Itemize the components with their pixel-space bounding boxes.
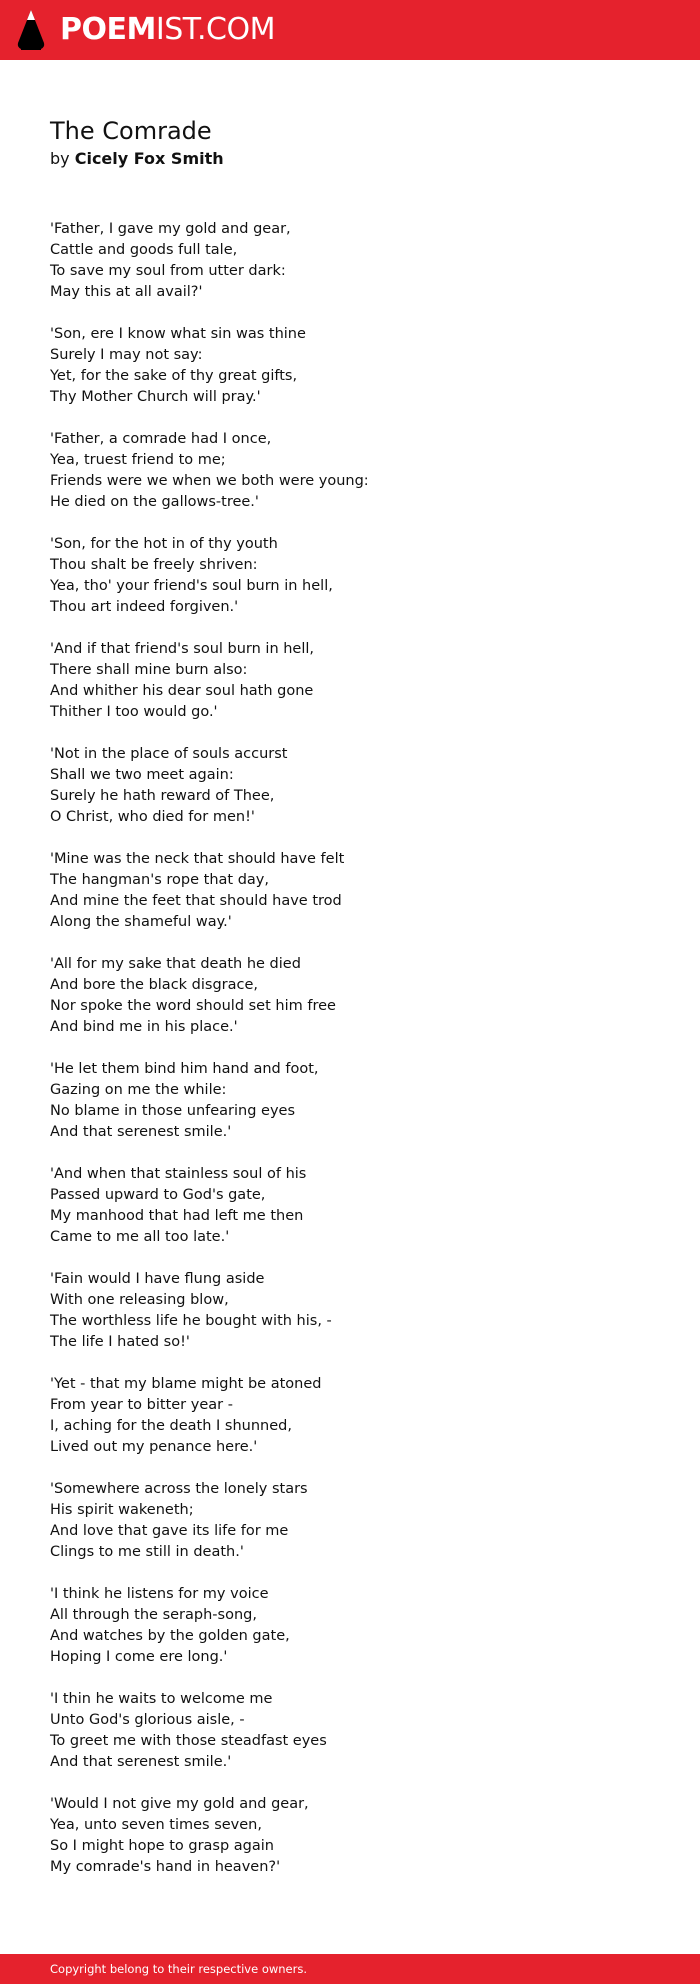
poem-line: And that serenest smile.' <box>50 1124 232 1140</box>
poem-line: Clings to me still in death.' <box>50 1544 244 1560</box>
poem-line: 'Fain would I have flung aside <box>50 1271 265 1287</box>
stanza <box>50 744 650 828</box>
poem-line: The life I hated so!' <box>50 1334 190 1350</box>
poem-line: Thou art indeed forgiven.' <box>50 599 239 615</box>
poem-line: My comrade's hand in heaven?' <box>50 1859 281 1875</box>
top-bar <box>0 0 700 60</box>
poem-line: From year to bitter year - <box>50 1397 233 1413</box>
poem-line: 'I thin he waits to welcome me <box>50 1691 273 1707</box>
stanza <box>50 1584 650 1668</box>
stanza <box>50 429 650 513</box>
stanza <box>50 954 650 1038</box>
poem-line: My manhood that had left me then <box>50 1208 304 1224</box>
poem-line: And bind me in his place.' <box>50 1019 238 1035</box>
poem-line: Surely I may not say: <box>50 347 203 363</box>
poem-line: And whither his dear soul hath gone <box>50 683 314 699</box>
poem-line: Hoping I come ere long.' <box>50 1649 228 1665</box>
poem-line: 'And if that friend's soul burn in hell, <box>50 641 315 657</box>
poem-line: He died on the gallows-tree.' <box>50 494 259 510</box>
poem-line: 'Son, for the hot in of thy youth <box>50 536 278 552</box>
stanza <box>50 1269 650 1353</box>
copyright-text: Copyright belong to their respective owners. <box>50 1962 308 1976</box>
stanza <box>50 534 650 618</box>
poem-line: Yea, truest friend to me; <box>50 452 226 468</box>
pencil-tip-icon <box>16 9 46 51</box>
poem-line: Along the shameful way.' <box>50 914 232 930</box>
stanza <box>50 639 650 723</box>
poem-line: Yea, tho' your friend's soul burn in hell, <box>50 578 333 594</box>
poem-body <box>50 219 650 1899</box>
poem-line: 'Yet - that my blame might be atoned <box>50 1376 322 1392</box>
poem-line: And love that gave its life for me <box>50 1523 289 1539</box>
byline <box>50 148 224 170</box>
poem-line: The worthless life he bought with his, - <box>50 1313 332 1329</box>
poem-line: 'All for my sake that death he died <box>50 956 301 972</box>
poem-line: There shall mine burn also: <box>50 662 248 678</box>
author-name: Cicely Fox Smith <box>74 149 224 168</box>
poem-line: Passed upward to God's gate, <box>50 1187 266 1203</box>
footer <box>0 1954 700 1984</box>
stanza <box>50 219 650 303</box>
poem-line: 'Somewhere across the lonely stars <box>50 1481 308 1497</box>
poem-line: May this at all avail?' <box>50 284 203 300</box>
poem-line: With one releasing blow, <box>50 1292 229 1308</box>
stanza <box>50 1374 650 1458</box>
poem-line: Surely he hath reward of Thee, <box>50 788 275 804</box>
poem-line: No blame in those unfearing eyes <box>50 1103 296 1119</box>
poem-line: Friends were we when we both were young: <box>50 473 369 489</box>
poem-line: And watches by the golden gate, <box>50 1628 290 1644</box>
poem-line: I, aching for the death I shunned, <box>50 1418 292 1434</box>
poem-line: His spirit wakeneth; <box>50 1502 194 1518</box>
poem-line: So I might hope to grasp again <box>50 1838 274 1854</box>
poem-line: Yet, for the sake of thy great gifts, <box>50 368 298 384</box>
stanza <box>50 849 650 933</box>
stanza <box>50 1794 650 1878</box>
logo-light: IST.COM <box>155 12 275 47</box>
poem-line: 'Father, I gave my gold and gear, <box>50 221 291 237</box>
poem-line: To save my soul from utter dark: <box>50 263 286 279</box>
poem-line: 'He let them bind him hand and foot, <box>50 1061 319 1077</box>
site-logo[interactable] <box>16 9 275 51</box>
poem-line: And bore the black disgrace, <box>50 977 259 993</box>
stanza <box>50 1164 650 1248</box>
poem-line: 'And when that stainless soul of his <box>50 1166 307 1182</box>
poem-title: The Comrade <box>50 117 212 145</box>
logo-wordmark <box>60 9 275 51</box>
poem-line: Yea, unto seven times seven, <box>50 1817 262 1833</box>
stanza <box>50 1059 650 1143</box>
poem-line: Gazing on me the while: <box>50 1082 227 1098</box>
poem-line: 'Would I not give my gold and gear, <box>50 1796 309 1812</box>
poem-line: O Christ, who died for men!' <box>50 809 255 825</box>
poem-line: Thou shalt be freely shriven: <box>50 557 258 573</box>
poem-line: 'Mine was the neck that should have felt <box>50 851 345 867</box>
poem-line: Thither I too would go.' <box>50 704 218 720</box>
logo-bold: POEM <box>60 12 156 47</box>
poem-line: 'Not in the place of souls accurst <box>50 746 288 762</box>
stanza <box>50 1479 650 1563</box>
poem-line: The hangman's rope that day, <box>50 872 269 888</box>
poem-line: To greet me with those steadfast eyes <box>50 1733 327 1749</box>
poem-line: And that serenest smile.' <box>50 1754 232 1770</box>
poem-line: Thy Mother Church will pray.' <box>50 389 261 405</box>
poem-line: 'I think he listens for my voice <box>50 1586 269 1602</box>
byline-prefix: by <box>50 149 70 168</box>
stanza <box>50 1689 650 1773</box>
poem-line: All through the seraph-song, <box>50 1607 257 1623</box>
poem-line: 'Son, ere I know what sin was thine <box>50 326 306 342</box>
poem-line: And mine the feet that should have trod <box>50 893 342 909</box>
poem-line: Shall we two meet again: <box>50 767 234 783</box>
poem-line: Unto God's glorious aisle, - <box>50 1712 245 1728</box>
stanza <box>50 324 650 408</box>
poem-line: Cattle and goods full tale, <box>50 242 238 258</box>
poem-line: 'Father, a comrade had I once, <box>50 431 272 447</box>
poem-line: Nor spoke the word should set him free <box>50 998 336 1014</box>
poem-line: Came to me all too late.' <box>50 1229 230 1245</box>
poem-line: Lived out my penance here.' <box>50 1439 258 1455</box>
